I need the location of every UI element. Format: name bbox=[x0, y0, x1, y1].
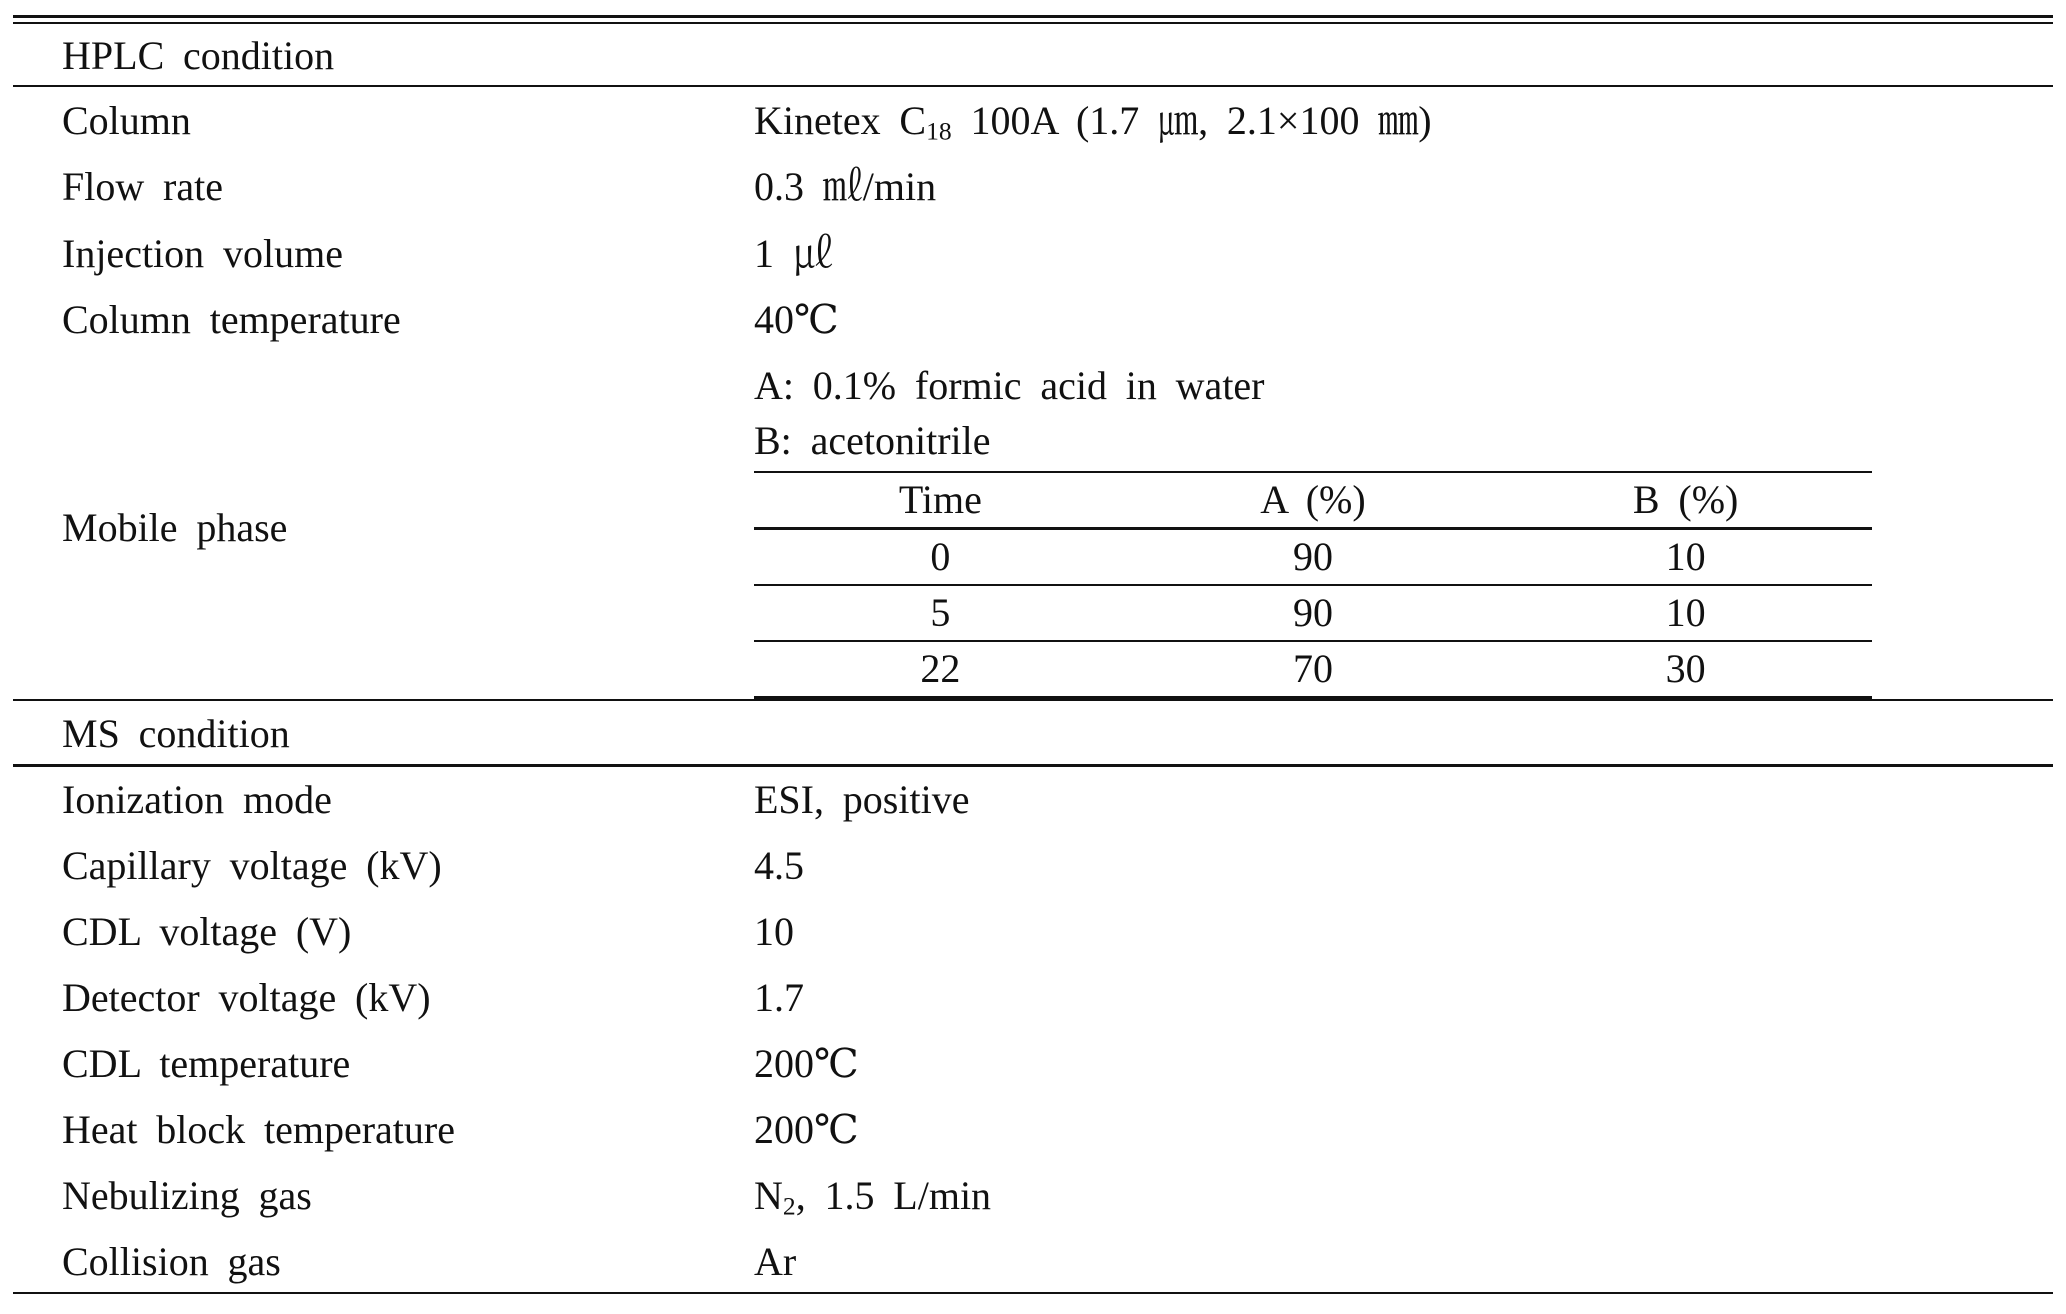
ms-header-rule bbox=[13, 764, 2053, 767]
gradient-row bbox=[754, 585, 1872, 641]
hplc-section-header: HPLC condition bbox=[62, 33, 335, 78]
row-label-cdl-temperature: CDL temperature bbox=[62, 1041, 351, 1086]
row-label-mobile-phase: Mobile phase bbox=[62, 505, 288, 550]
gradient-row bbox=[754, 529, 1872, 586]
row-value-cdl-voltage: 10 bbox=[754, 909, 794, 954]
column-value-subscript: 18 bbox=[926, 116, 952, 146]
gradient-cell-time: 22 bbox=[754, 641, 1127, 698]
gradient-cell-a: 90 bbox=[1127, 529, 1500, 586]
row-label-cdl-voltage: CDL voltage (V) bbox=[62, 909, 352, 954]
bottom-rule bbox=[13, 1292, 2053, 1294]
row-value-ionization-mode: ESI, positive bbox=[754, 777, 970, 822]
gradient-header-time: Time bbox=[754, 472, 1127, 529]
gradient-header-a: A (%) bbox=[1127, 472, 1500, 529]
hplc-header-rule bbox=[13, 85, 2053, 87]
row-value-heat-block-temperature: 200℃ bbox=[754, 1107, 859, 1152]
row-value-nebulizing-gas bbox=[754, 1173, 992, 1221]
gradient-cell-b: 30 bbox=[1499, 641, 1872, 698]
row-label-column-temperature: Column temperature bbox=[62, 297, 401, 342]
top-rule-outer bbox=[13, 15, 2053, 18]
row-label-ionization-mode: Ionization mode bbox=[62, 777, 332, 822]
row-value-collision-gas: Ar bbox=[754, 1239, 797, 1284]
gradient-cell-b: 10 bbox=[1499, 585, 1872, 641]
row-label-injection-volume: Injection volume bbox=[62, 231, 343, 276]
ms-section-header: MS condition bbox=[62, 711, 290, 756]
gradient-cell-b: 10 bbox=[1499, 529, 1872, 586]
row-value-injection-volume: 1 ㎕ bbox=[754, 231, 833, 276]
mobile-phase-line-b: B: acetonitrile bbox=[754, 418, 991, 463]
gradient-header-row bbox=[754, 472, 1872, 529]
gradient-cell-time: 0 bbox=[754, 529, 1127, 586]
row-value-column bbox=[754, 98, 1432, 146]
row-value-capillary-voltage: 4.5 bbox=[754, 843, 804, 888]
gradient-header-b: B (%) bbox=[1499, 472, 1872, 529]
gradient-cell-time: 5 bbox=[754, 585, 1127, 641]
hplc-section-end-rule bbox=[13, 699, 2053, 701]
gradient-cell-a: 90 bbox=[1127, 585, 1500, 641]
nebulizing-gas-suffix: , 1.5 L/min bbox=[795, 1173, 992, 1218]
row-value-cdl-temperature: 200℃ bbox=[754, 1041, 859, 1086]
nebulizing-gas-prefix: N bbox=[754, 1173, 783, 1218]
row-label-capillary-voltage: Capillary voltage (kV) bbox=[62, 843, 442, 888]
row-label-collision-gas: Collision gas bbox=[62, 1239, 281, 1284]
row-value-column-temperature: 40℃ bbox=[754, 297, 839, 342]
row-label-column: Column bbox=[62, 98, 191, 143]
gradient-row bbox=[754, 641, 1872, 698]
top-rule-inner bbox=[13, 22, 2053, 24]
mobile-phase-line-a: A: 0.1% formic acid in water bbox=[754, 363, 1265, 408]
row-value-flow-rate: 0.3 ㎖/min bbox=[754, 164, 937, 209]
column-value-suffix: 100A (1.7 ㎛, 2.1×100 ㎜) bbox=[951, 98, 1432, 143]
nebulizing-gas-subscript: 2 bbox=[782, 1191, 796, 1221]
row-label-heat-block-temperature: Heat block temperature bbox=[62, 1107, 455, 1152]
row-label-nebulizing-gas: Nebulizing gas bbox=[62, 1173, 312, 1218]
row-value-detector-voltage: 1.7 bbox=[754, 975, 804, 1020]
row-label-flow-rate: Flow rate bbox=[62, 164, 223, 209]
gradient-table bbox=[754, 471, 1872, 699]
column-value-prefix: Kinetex C bbox=[754, 98, 927, 143]
row-label-detector-voltage: Detector voltage (kV) bbox=[62, 975, 431, 1020]
gradient-cell-a: 70 bbox=[1127, 641, 1500, 698]
